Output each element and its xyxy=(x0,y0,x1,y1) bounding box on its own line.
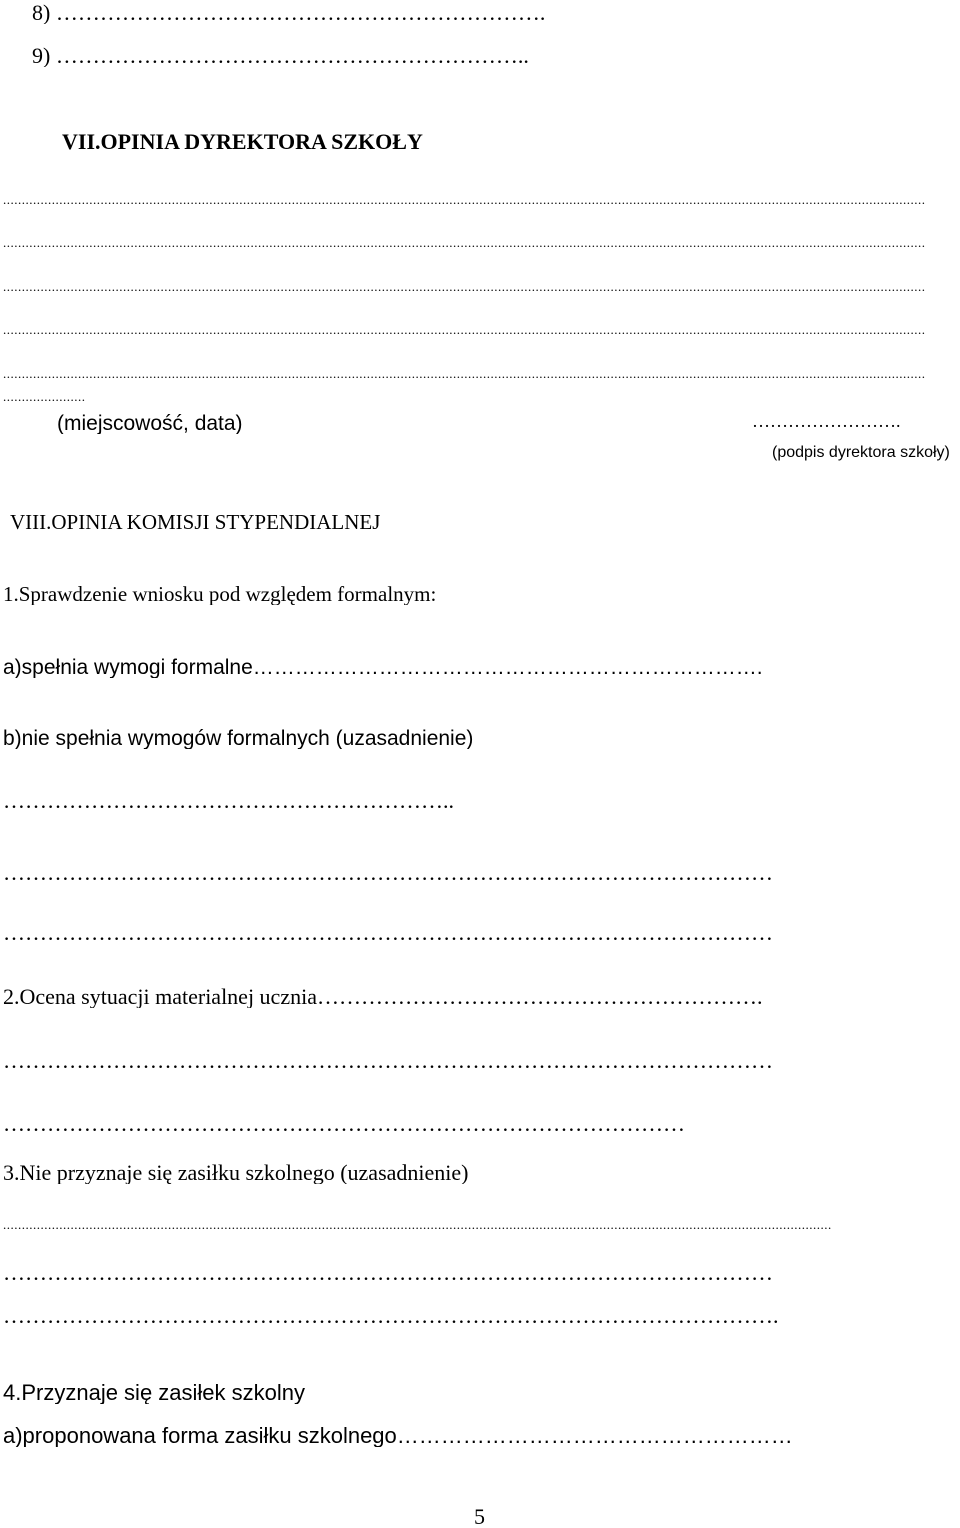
dotted-line: ...................................................................................................................................................................................................................................................... xyxy=(3,280,926,293)
dotted-line: ...................................................................................................................................................................................................................................................... xyxy=(3,323,926,336)
question-4a-label: a)proponowana forma zasiłku szkolnego……………………………………………… xyxy=(3,1425,793,1447)
answer-line: ………………………………………………………………………………… xyxy=(3,1113,685,1135)
page-number: 5 xyxy=(474,1506,485,1528)
answer-line: …………………………………………………………………………………………… xyxy=(3,1050,773,1072)
dotted-line: ...................................................................................................................................................................................................................................................... xyxy=(3,236,926,249)
item-9-line: 9) ……………………………………………………….. xyxy=(32,45,529,67)
place-date-label: (miejscowość, data) xyxy=(57,413,243,434)
question-1-label: 1.Sprawdzenie wniosku pod względem formalnym: xyxy=(3,584,437,605)
section-8-heading: VIII.OPINIA KOMISJI STYPENDIALNEJ xyxy=(10,512,381,533)
section-7-heading: VII.OPINIA DYREKTORA SZKOŁY xyxy=(62,131,423,153)
dotted-line: ............................................................................................................................................................................................................................. xyxy=(3,1218,832,1231)
question-1b-label: b)nie spełnia wymogów formalnych (uzasadnienie) xyxy=(3,728,474,749)
answer-line: …………………………………………………………………………………………… xyxy=(3,862,773,884)
question-4-label: 4.Przyznaje się zasiłek szkolny xyxy=(3,1382,306,1404)
item-8-line: 8) …………………………………………………………. xyxy=(32,2,546,24)
signature-label: (podpis dyrektora szkoły) xyxy=(772,445,950,461)
dotted-line: ...................................................................................................................................................................................................................................................... xyxy=(3,367,926,380)
answer-line: …………………………………………………………………………………………… xyxy=(3,1262,773,1284)
signature-blank: ……………………. xyxy=(752,412,901,430)
answer-line: …………………………………………………….. xyxy=(3,790,454,812)
question-2-label: 2.Ocena sytuacji materialnej ucznia……………………………………………………. xyxy=(3,986,763,1008)
answer-line: …………………………………………………………………………………………… xyxy=(3,922,773,944)
question-3-label: 3.Nie przyznaje się zasiłku szkolnego (uzasadnienie) xyxy=(3,1162,469,1184)
answer-line: ……………………………………………………………………………………………. xyxy=(3,1305,779,1327)
dotted-line: ...................................................................................................................................................................................................................................................... xyxy=(3,193,926,206)
place-date-blank: ...................... xyxy=(3,390,86,403)
question-1a-label: a)spełnia wymogi formalne………………………………………………………………. xyxy=(3,657,763,678)
